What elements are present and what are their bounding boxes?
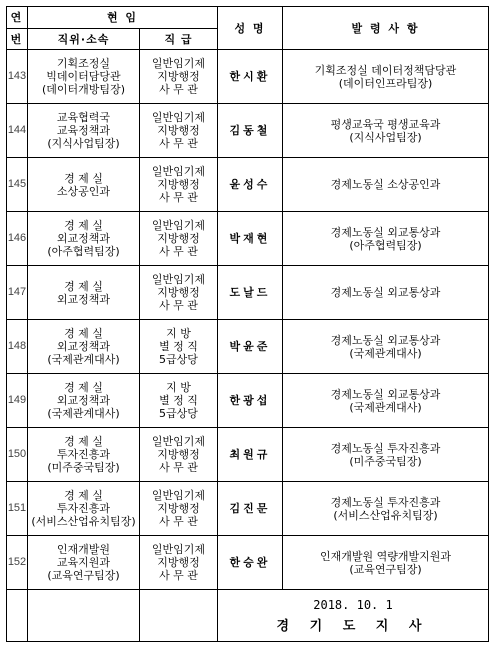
grade-cell (140, 266, 218, 320)
row-number: 149 (7, 374, 28, 428)
unit-cell (28, 50, 140, 104)
unit-cell (28, 158, 140, 212)
signer-title: 경 기 도 지 사 (276, 618, 430, 634)
grade-line: 지 방 (166, 381, 191, 394)
unit-cell (28, 482, 140, 536)
unit-cell (28, 320, 140, 374)
row-number: 151 (7, 482, 28, 536)
unit-line: 빅데이터담당관 (46, 70, 121, 83)
table-row (7, 104, 489, 158)
grade-line: 일반임기제 (151, 165, 206, 178)
grade-line: 사 무 관 (159, 569, 198, 582)
row-number: 146 (7, 212, 28, 266)
appointment-cell (283, 374, 489, 428)
person-name: 한승완 (218, 536, 283, 590)
appointment-cell (283, 212, 489, 266)
grade-line: 지방행정 (157, 556, 200, 569)
grade-cell (140, 104, 218, 158)
issue-date: 2018. 10. 1 (313, 597, 393, 612)
grade-line: 별 정 직 (159, 394, 198, 407)
appointment-line: 경제노동실 소상공인과 (330, 178, 441, 191)
unit-line: 기획조정실 (56, 57, 111, 70)
grade-cell (140, 158, 218, 212)
header-appointment: 발 령 사 항 (283, 7, 489, 50)
grade-line: 일반임기제 (151, 543, 206, 556)
unit-line: 투자진흥과 (56, 448, 111, 461)
unit-cell (28, 104, 140, 158)
unit-line: (데이터개방팀장) (42, 83, 125, 96)
person-name: 박재현 (218, 212, 283, 266)
unit-line: 소상공인과 (56, 184, 111, 198)
grade-line: 사 무 관 (159, 461, 198, 474)
appointment-cell (283, 158, 489, 212)
footer-empty-number (7, 590, 28, 642)
row-number: 144 (7, 104, 28, 158)
unit-line: 인재개발원 (56, 543, 111, 556)
appointment-line: 인재개발원 역량개발지원과 (319, 549, 451, 563)
appointment-table (6, 6, 489, 642)
unit-line: 외교정책과 (56, 232, 111, 245)
person-name: 최원규 (218, 428, 283, 482)
grade-line: 지방행정 (157, 232, 200, 245)
person-name: 윤성수 (218, 158, 283, 212)
table-row (7, 50, 489, 104)
appointment-table-body (7, 7, 489, 642)
appointment-line: 경제노동실 외교통상과 (330, 225, 441, 239)
grade-line: 일반임기제 (151, 435, 206, 448)
header-row (7, 7, 489, 29)
unit-line: 외교정책과 (56, 340, 111, 353)
grade-line: 일반임기제 (151, 489, 206, 502)
unit-line: (지식사업팀장) (47, 137, 120, 150)
appointment-line: 평생교육국 평생교육과 (330, 117, 441, 131)
row-number: 148 (7, 320, 28, 374)
grade-line: 지방행정 (157, 502, 200, 515)
unit-line: 교육지원과 (56, 556, 111, 569)
table-row (7, 320, 489, 374)
appointment-cell (283, 482, 489, 536)
grade-line: 지방행정 (157, 124, 200, 137)
appointment-line: (국제관계대사) (349, 400, 422, 414)
appointment-line: (데이터인프라팀장) (338, 76, 433, 90)
appointment-cell (283, 536, 489, 590)
unit-line: (국제관계대사) (47, 353, 120, 366)
appointment-cell (283, 104, 489, 158)
grade-cell (140, 536, 218, 590)
grade-line: 지 방 (166, 327, 191, 340)
appointment-line: 경제노동실 투자진흥과 (330, 495, 441, 509)
person-name: 한시환 (218, 50, 283, 104)
row-number: 152 (7, 536, 28, 590)
person-name: 한광섭 (218, 374, 283, 428)
unit-line: (국제관계대사) (47, 407, 120, 420)
unit-line: 교육협력국 (56, 111, 111, 124)
grade-cell (140, 482, 218, 536)
row-number: 145 (7, 158, 28, 212)
unit-line: (서비스산업유치팀장) (31, 515, 136, 528)
header-current-position: 현 임 (28, 7, 218, 29)
unit-line: 경 제 실 (64, 279, 103, 293)
person-name: 김동철 (218, 104, 283, 158)
grade-line: 지방행정 (157, 286, 200, 299)
appointment-line: 기획조정실 데이터정책담당관 (314, 63, 457, 77)
footer-cell (218, 590, 489, 642)
grade-line: 사 무 관 (159, 299, 198, 312)
appointment-line: 경제노동실 외교통상과 (330, 387, 441, 401)
appointment-line: (지식사업팀장) (349, 130, 422, 144)
grade-line: 지방행정 (157, 178, 200, 191)
unit-cell (28, 536, 140, 590)
unit-line: 경 제 실 (64, 219, 103, 232)
appointment-cell (283, 266, 489, 320)
grade-cell (140, 374, 218, 428)
row-number: 150 (7, 428, 28, 482)
unit-cell (28, 374, 140, 428)
unit-line: (미주중국팀장) (47, 461, 120, 474)
grade-line: 별 정 직 (159, 340, 198, 353)
table-row (7, 158, 489, 212)
table-row (7, 212, 489, 266)
unit-line: 경 제 실 (64, 381, 103, 394)
grade-line: 5급상당 (159, 353, 198, 366)
row-number: 143 (7, 50, 28, 104)
header-name: 성 명 (218, 7, 283, 50)
grade-line: 사 무 관 (159, 515, 198, 528)
table-row (7, 374, 489, 428)
grade-line: 일반임기제 (151, 219, 206, 232)
grade-line: 사 무 관 (159, 191, 198, 204)
appointment-cell (283, 428, 489, 482)
appointment-line: (미주중국팀장) (349, 454, 422, 468)
unit-line: (교육연구팀장) (47, 569, 120, 582)
appointment-line: 경제노동실 외교통상과 (330, 333, 441, 347)
unit-cell (28, 428, 140, 482)
person-name: 김진문 (218, 482, 283, 536)
grade-line: 사 무 관 (159, 83, 198, 96)
header-grade: 직 급 (140, 29, 218, 50)
grade-line: 일반임기제 (151, 57, 206, 70)
appointment-line: 경제노동실 외교통상과 (330, 286, 441, 299)
appointment-line: (서비스산업유치팀장) (333, 508, 438, 522)
grade-line: 사 무 관 (159, 137, 198, 150)
unit-cell (28, 212, 140, 266)
table-row (7, 482, 489, 536)
header-number-top: 연 (7, 7, 28, 29)
appointment-line: 경제노동실 투자진흥과 (330, 441, 441, 455)
table-row (7, 536, 489, 590)
grade-line: 지방행정 (157, 448, 200, 461)
appointment-line: (국제관계대사) (349, 346, 422, 360)
grade-line: 사 무 관 (159, 245, 198, 258)
table-row (7, 428, 489, 482)
grade-line: 지방행정 (157, 70, 200, 83)
person-name: 도날드 (218, 266, 283, 320)
appointment-line: (아주협력팀장) (349, 238, 422, 252)
table-row (7, 266, 489, 320)
unit-cell (28, 266, 140, 320)
unit-line: 외교정책과 (56, 292, 111, 306)
unit-line: 경 제 실 (64, 435, 103, 448)
unit-line: 투자진흥과 (56, 502, 111, 515)
appointment-cell (283, 50, 489, 104)
unit-line: (아주협력팀장) (47, 245, 120, 258)
unit-line: 경 제 실 (64, 327, 103, 340)
unit-line: 경 제 실 (64, 489, 103, 502)
appointment-cell (283, 320, 489, 374)
header-unit: 직위·소속 (28, 29, 140, 50)
grade-cell (140, 428, 218, 482)
grade-cell (140, 320, 218, 374)
grade-line: 5급상당 (159, 407, 198, 420)
person-name: 박윤준 (218, 320, 283, 374)
unit-line: 교육정책과 (56, 124, 111, 137)
footer-row (7, 590, 489, 642)
appointment-line: (교육연구팀장) (349, 562, 422, 576)
unit-line: 외교정책과 (56, 394, 111, 407)
unit-line: 경 제 실 (64, 171, 103, 185)
grade-line: 일반임기제 (151, 111, 206, 124)
grade-cell (140, 212, 218, 266)
footer-empty-grade (140, 590, 218, 642)
grade-cell (140, 50, 218, 104)
header-number-bottom: 번 (7, 29, 28, 50)
footer-empty-unit (28, 590, 140, 642)
row-number: 147 (7, 266, 28, 320)
grade-line: 일반임기제 (151, 273, 206, 286)
